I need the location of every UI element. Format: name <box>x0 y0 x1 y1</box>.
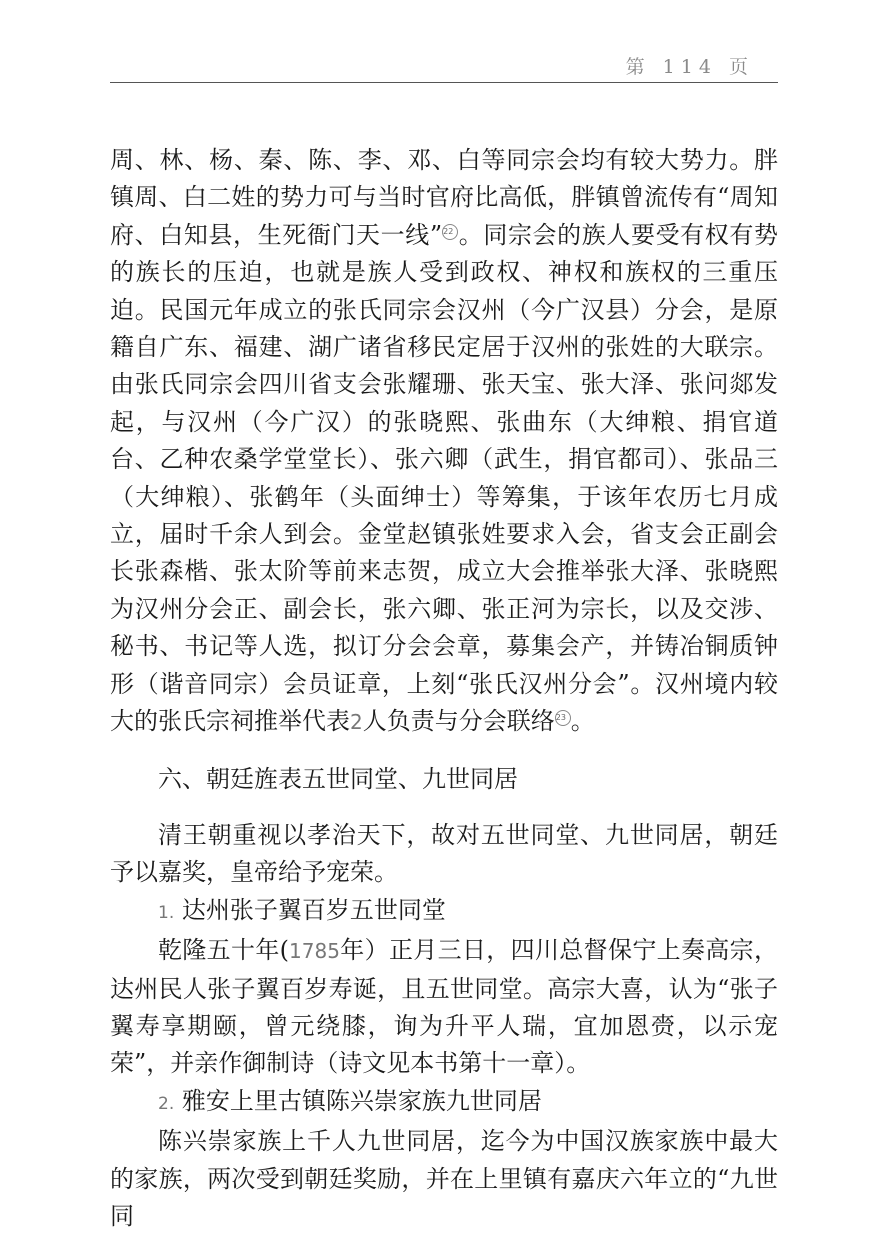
subheading-item-1 <box>110 892 778 932</box>
section-heading: 六、朝廷旌表五世同堂、九世同居 <box>158 764 518 793</box>
item-title: 雅安上里古镇陈兴崇家族九世同居 <box>181 1086 542 1115</box>
footnote-marker: 22 <box>442 224 458 240</box>
subheading-item-2 <box>110 1083 778 1123</box>
header-divider <box>110 82 778 83</box>
paragraph-text: 周、林、杨、秦、陈、李、邓、白等同宗会均有较大势力。胖镇周、白二姓的势力可与当时官府比高低，胖镇曾流传有“周知府、白知县，生死衙门天一线” <box>110 146 778 249</box>
paragraph-text: 乾隆五十年( <box>158 936 290 965</box>
paragraph-chen-xingchong: 陈兴崇家族上千人九世同居，迄今为中国汉族家族中最大的家族，两次受到朝廷奖励，并在上里镇有嘉庆六年立的“九世同 <box>110 1127 778 1230</box>
paragraph-text: 。 <box>570 707 595 736</box>
paragraph-text: 年）正月三日，四川总督保宁上奏高宗，达州民人张子翼百岁寿诞，且五世同堂。高宗大喜，认为“张子翼寿享期颐，曾元绕膝，询为升平人瑞，宜加恩赍，以示宠荣”，并亲作御制诗（诗文见本书第十一章）。 <box>110 936 778 1078</box>
paragraph-clan-associations <box>110 142 778 742</box>
page-number-header: 第 114 页 <box>625 56 754 78</box>
year-numeral: 1785 <box>289 939 340 964</box>
item-title: 达州张子翼百岁五世同堂 <box>181 895 446 924</box>
footnote-marker: 23 <box>555 710 571 726</box>
item-number: 1. <box>158 902 175 923</box>
paragraph-text: 。同宗会的族人要受有权有势的族长的压迫，也就是族人受到政权、神权和族权的三重压迫。民国元年成立的张氏同宗会汉州（今广汉县）分会，是原籍自广东、福建、湖广诸省移民定居于汉州的张姓的大联宗。由张氏同宗会四川省支会张耀珊、张天宝、张大泽、张问郯发起，与汉州（今广汉）的张晓熙、张曲东（大绅粮、捐官道台、乙种农桑学堂堂长）、张六卿（武生，捐官都司）、张品三（大绅粮）、张鹤年（头面绅士）等筹集，于该年农历七月成立，届时千余人到会。金堂赵镇张姓要求入会，省支会正副会长张森楷、张太阶等前来志贺，成立大会推举张大泽、张晓熙为汉州分会正、副会长，张六卿、张正河为宗长，以及交涉、秘书、书记等人选，拟订分会会章，募集会产，并铸冶铜质钟形（谐音同宗）会员证章，上刻“张氏汉州分会”。汉州境内较大的张氏宗祠推举代表 <box>110 220 778 736</box>
item-number: 2. <box>158 1093 175 1114</box>
paragraph-intro: 清王朝重视以孝治天下，故对五世同堂、九世同居，朝廷予以嘉奖，皇帝给予宠荣。 <box>110 820 778 887</box>
paragraph-zhang-ziyi <box>110 932 778 1083</box>
document-body <box>110 142 778 1235</box>
paragraph-text: 人负责与分会联络 <box>362 707 555 736</box>
numeral: 2 <box>350 710 363 735</box>
